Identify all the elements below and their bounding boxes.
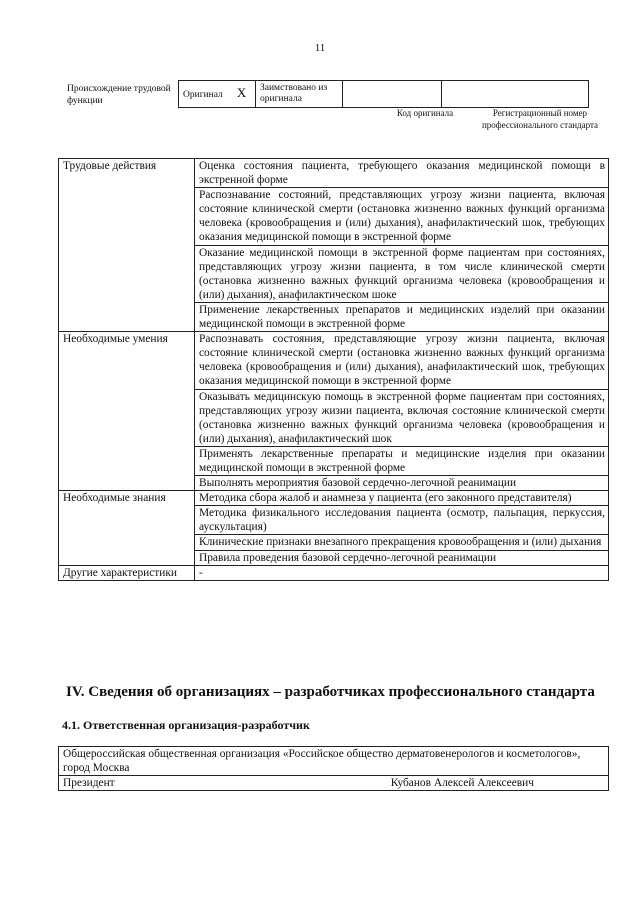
reg-number-cell bbox=[442, 81, 589, 108]
x-mark: X bbox=[236, 85, 247, 100]
row-value: Распознавать состояния, представляющие угрозу жизни пациента, включая состояние клинической смерти (остановка жизненно важных функций организма человека (кровообращения и (или) дыхания), анафилактический шок, требующих оказания медицинской помощи в экстренной форме bbox=[195, 332, 609, 389]
row-value: Методика физикального исследования пациента (осмотр, пальпация, перкуссия, аускультация) bbox=[195, 506, 609, 535]
original-cell bbox=[179, 81, 256, 108]
row-value: Распознавание состояний, представляющих угрозу жизни пациента, включая состояние клинической смерти (остановка жизненно важных функций организма человека (кровообращения и (или) дыхания), анафилактический шок, требующих оказания медицинской помощи в экстренной форме bbox=[195, 188, 609, 245]
row-label: Необходимые умения bbox=[59, 332, 195, 491]
labor-function-table bbox=[58, 158, 609, 581]
row-label: Необходимые знания bbox=[59, 491, 195, 565]
row-value: Оказание медицинской помощи в экстренной форме пациентам при состояниях, представляющих угрозу жизни пациента, в том числе клинической смерти (остановка жизненно важных функций организма человека (кровообращения и (или) дыхания), анафилактическом шоке bbox=[195, 245, 609, 302]
row-value: Выполнять мероприятия базовой сердечно-легочной реанимации bbox=[195, 476, 609, 491]
row-value: Применение лекарственных препаратов и медицинских изделий при оказании медицинской помощи в экстренной форме bbox=[195, 302, 609, 331]
org-signature-row bbox=[59, 776, 609, 791]
origin-table bbox=[178, 80, 589, 108]
code-cell bbox=[343, 81, 442, 108]
code-caption: Код оригинала bbox=[396, 108, 454, 118]
org-name: Общероссийская общественная организация «Российское общество дерматовенерологов и косметологов», город Москва bbox=[59, 747, 609, 776]
row-label: Другие характеристики bbox=[59, 565, 195, 580]
table-row bbox=[59, 491, 609, 506]
row-label: Трудовые действия bbox=[59, 159, 195, 332]
table-row bbox=[59, 565, 609, 580]
table-row bbox=[59, 159, 609, 188]
row-value: - bbox=[195, 565, 609, 580]
row-value: Правила проведения базовой сердечно-легочной реанимации bbox=[195, 550, 609, 565]
subsection-title: 4.1. Ответственная организация-разработчик bbox=[62, 718, 310, 732]
row-value: Клинические признаки внезапного прекращения кровообращения и (или) дыхания bbox=[195, 535, 609, 550]
row-value: Оценка состояния пациента, требующего оказания медицинской помощи в экстренной форме bbox=[195, 159, 609, 188]
original-label: Оригинал bbox=[183, 90, 223, 100]
page-number: 11 bbox=[314, 42, 326, 54]
reg-caption: Регистрационный номер профессионального стандарта bbox=[481, 108, 599, 130]
organization-table bbox=[58, 746, 609, 791]
borrowed-cell: Заимствовано из оригинала bbox=[256, 81, 343, 108]
section-title: IV. Сведения об организациях – разработчиках профессионального стандарта bbox=[66, 684, 595, 700]
origin-label: Происхождение трудовой функции bbox=[67, 84, 171, 106]
row-value: Оказывать медицинскую помощь в экстренной форме пациентам при состояниях, представляющих угрозу жизни пациента, включая состояние клинической смерти (остановка жизненно важных функций организма человека (кровообращения и (или) дыхания), анафилактический шок bbox=[195, 389, 609, 446]
row-value: Методика сбора жалоб и анамнеза у пациента (его законного представителя) bbox=[195, 491, 609, 506]
org-person: Кубанов Алексей Алексеевич bbox=[390, 777, 534, 789]
org-position: Президент bbox=[63, 777, 115, 789]
row-value: Применять лекарственные препараты и медицинские изделия при оказании медицинской помощи в экстренной форме bbox=[195, 446, 609, 475]
table-row bbox=[59, 332, 609, 389]
